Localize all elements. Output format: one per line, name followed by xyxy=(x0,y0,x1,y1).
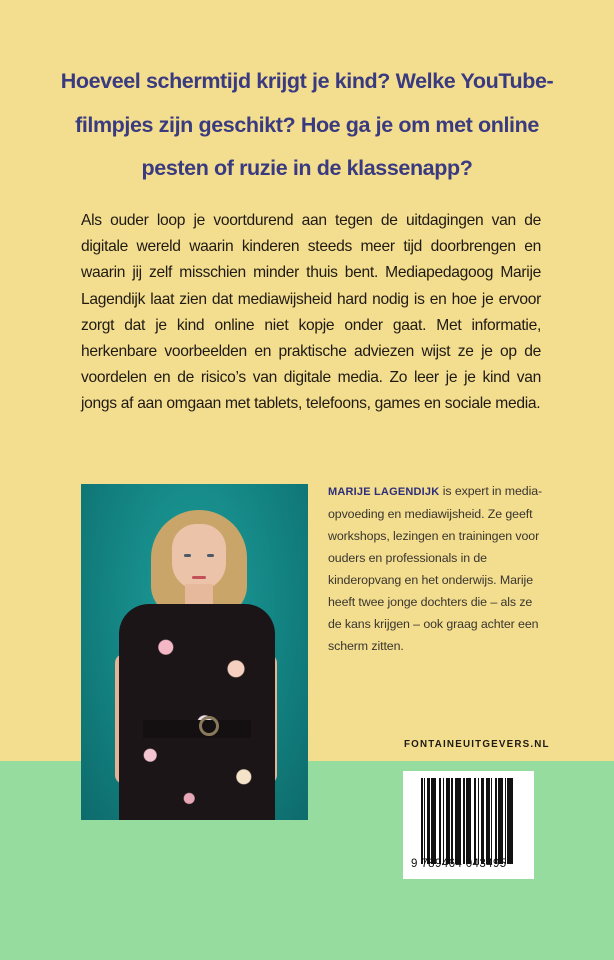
photo-eye xyxy=(184,554,191,557)
author-name: MARIJE LAGENDIJK xyxy=(328,486,440,498)
blurb-paragraph: Als ouder loop je voortdurend aan tegen de uitdagingen van de digitale wereld waarin kinderen steeds meer tijd doorbrengen en waarin jij zelf misschien minder thuis bent. Mediapedagoog Marije Lagendijk laat zien dat mediawijsheid hard nodig is en hoe je ervoor zorgt dat je kind online niet kopje onder gaat. Met informatie, herkenbare voorbeelden en praktische adviezen wijst ze je op de voordelen en de risico’s van digitale media. Zo leer je je kind van jongs af aan omgaan met tablets, telefoons, games en sociale media. xyxy=(81,212,541,413)
photo-face xyxy=(172,524,226,590)
isbn-barcode xyxy=(403,771,534,879)
headline-questions: Hoeveel schermtijd krijgt je kind? Welke YouTube-filmpjes zijn geschikt? Hoe ga je om met online pesten of ruzie in de klassenapp? xyxy=(60,69,554,180)
isbn-digits: 9 789464 043495 xyxy=(411,858,507,870)
photo-belt xyxy=(143,720,251,738)
author-bio-text: is expert in mediaopvoeding en mediawijsheid. Ze geeft workshops, lezingen en trainingen voor ouders en professionals in de kinderopvang en het onderwijs. Marije heeft twee jonge dochters die – als ze de kans krijgen – ook graag achter een scherm zitten. xyxy=(328,484,543,653)
author-bio xyxy=(328,480,546,657)
photo-eye xyxy=(207,554,214,557)
photo-mouth xyxy=(192,576,206,579)
photo-floral-dress xyxy=(119,604,275,820)
publisher-url[interactable]: FONTAINEUITGEVERS.NL xyxy=(404,739,550,750)
barcode-bars-icon xyxy=(421,778,525,864)
author-photo xyxy=(81,484,308,820)
photo-belt-buckle xyxy=(199,716,219,736)
